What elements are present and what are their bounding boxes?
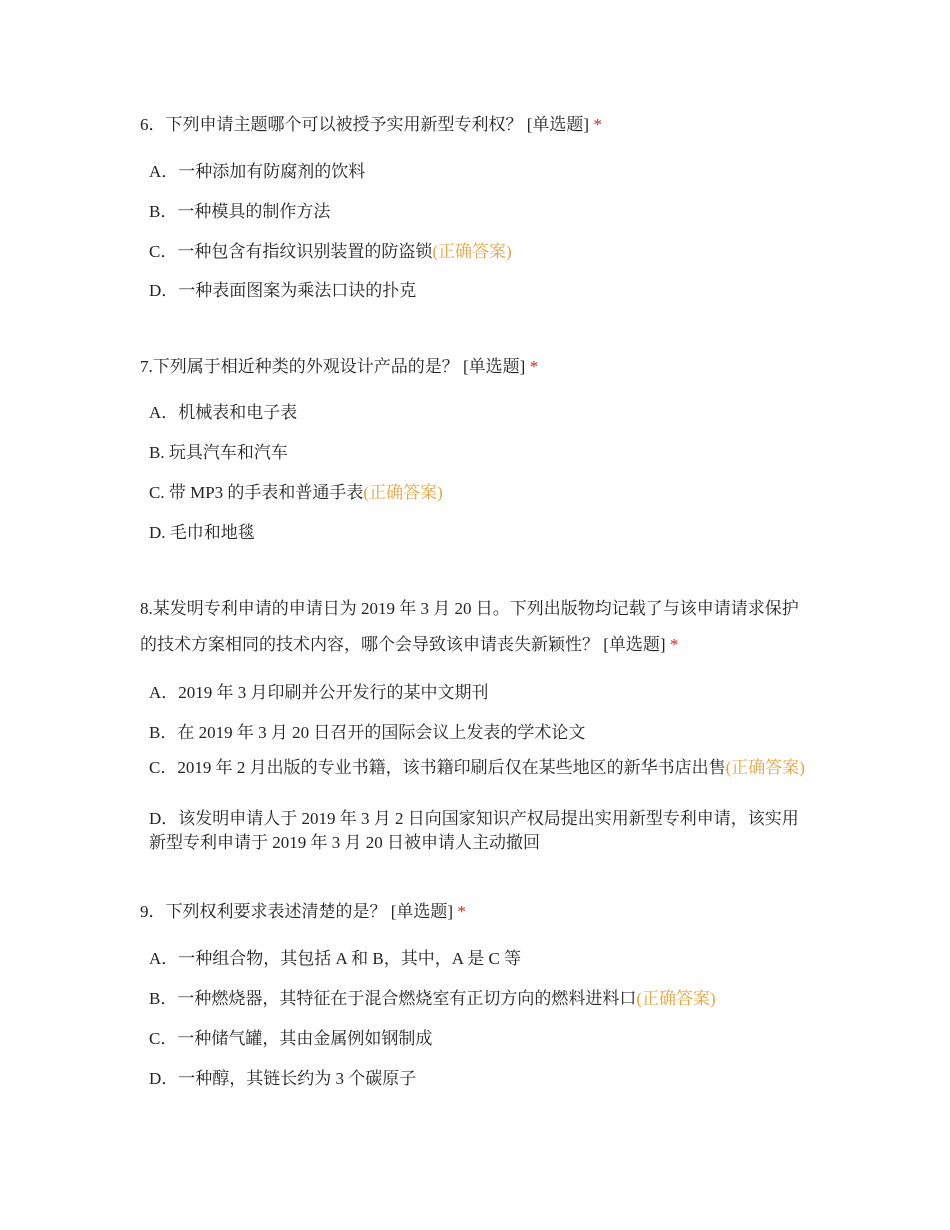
- q8-option-c: C．2019 年 2 月出版的专业书籍，该书籍印刷后仅在某些地区的新华书店出售(正确答案): [149, 758, 805, 777]
- question-type-tag: [单选题]: [526, 115, 590, 134]
- q6-option-c: C．一种包含有指纹识别装置的防盗锁(正确答案): [149, 242, 512, 261]
- required-mark: *: [593, 115, 602, 134]
- correct-answer-tag: (正确答案): [636, 989, 716, 1008]
- question-9: [140, 894, 812, 930]
- q6-option-d: D．一种表面图案为乘法口诀的扑克: [149, 281, 417, 300]
- required-mark: *: [669, 635, 679, 654]
- question-type-tag: [单选题]: [463, 357, 526, 376]
- q7-option-a: A．机械表和电子表: [149, 403, 298, 422]
- question-text: 6．下列申请主题哪个可以被授予实用新型专利权？: [140, 115, 523, 134]
- q9-option-c: C．一种储气罐，其由金属例如钢制成: [149, 1029, 433, 1048]
- q8-option-b: B．在 2019 年 3 月 20 日召开的国际会议上发表的学术论文: [149, 723, 586, 742]
- correct-answer-tag: (正确答案): [725, 758, 805, 777]
- q6-option-b: B．一种模具的制作方法: [149, 202, 331, 221]
- q8-option-a: A．2019 年 3 月印刷并公开发行的某中文期刊: [149, 683, 489, 702]
- q9-option-b: B．一种燃烧器，其特征在于混合燃烧室有正切方向的燃料进料口(正确答案): [149, 989, 716, 1008]
- q7-option-b: B. 玩具汽车和汽车: [149, 443, 288, 462]
- q9-option-a: A．一种组合物，其包括 A 和 B，其中，A 是 C 等: [149, 949, 522, 968]
- correct-answer-tag: (正确答案): [432, 242, 512, 261]
- question-text: 7.下列属于相近种类的外观设计产品的是？: [140, 357, 459, 376]
- q6-option-a: A．一种添加有防腐剂的饮料: [149, 162, 366, 181]
- correct-answer-tag: (正确答案): [363, 483, 443, 502]
- required-mark: *: [529, 357, 539, 376]
- question-text: 8.某发明专利申请的申请日为 2019 年 3 月 20 日。下列出版物均记载了与该申请请求保护的技术方案相同的技术内容，哪个会导致该申请丧失新颖性？: [140, 599, 799, 654]
- question-text: 9．下列权利要求表述清楚的是？: [140, 902, 387, 921]
- question-6: [140, 107, 812, 143]
- question-type-tag: [单选题]: [603, 635, 666, 654]
- q7-option-c: C. 带 MP3 的手表和普通手表(正确答案): [149, 483, 443, 502]
- q8-option-d: D．该发明申请人于 2019 年 3 月 2 日向国家知识产权局提出实用新型专利申请，该实用新型专利申请于 2019 年 3 月 20 日被申请人主动撤回: [149, 809, 799, 852]
- question-8: [140, 591, 812, 663]
- q9-option-d: D．一种醇，其链长约为 3 个碳原子: [149, 1069, 417, 1088]
- q7-option-d: D. 毛巾和地毯: [149, 523, 255, 542]
- question-7: [140, 349, 812, 385]
- required-mark: *: [457, 902, 466, 921]
- question-type-tag: [单选题]: [390, 902, 454, 921]
